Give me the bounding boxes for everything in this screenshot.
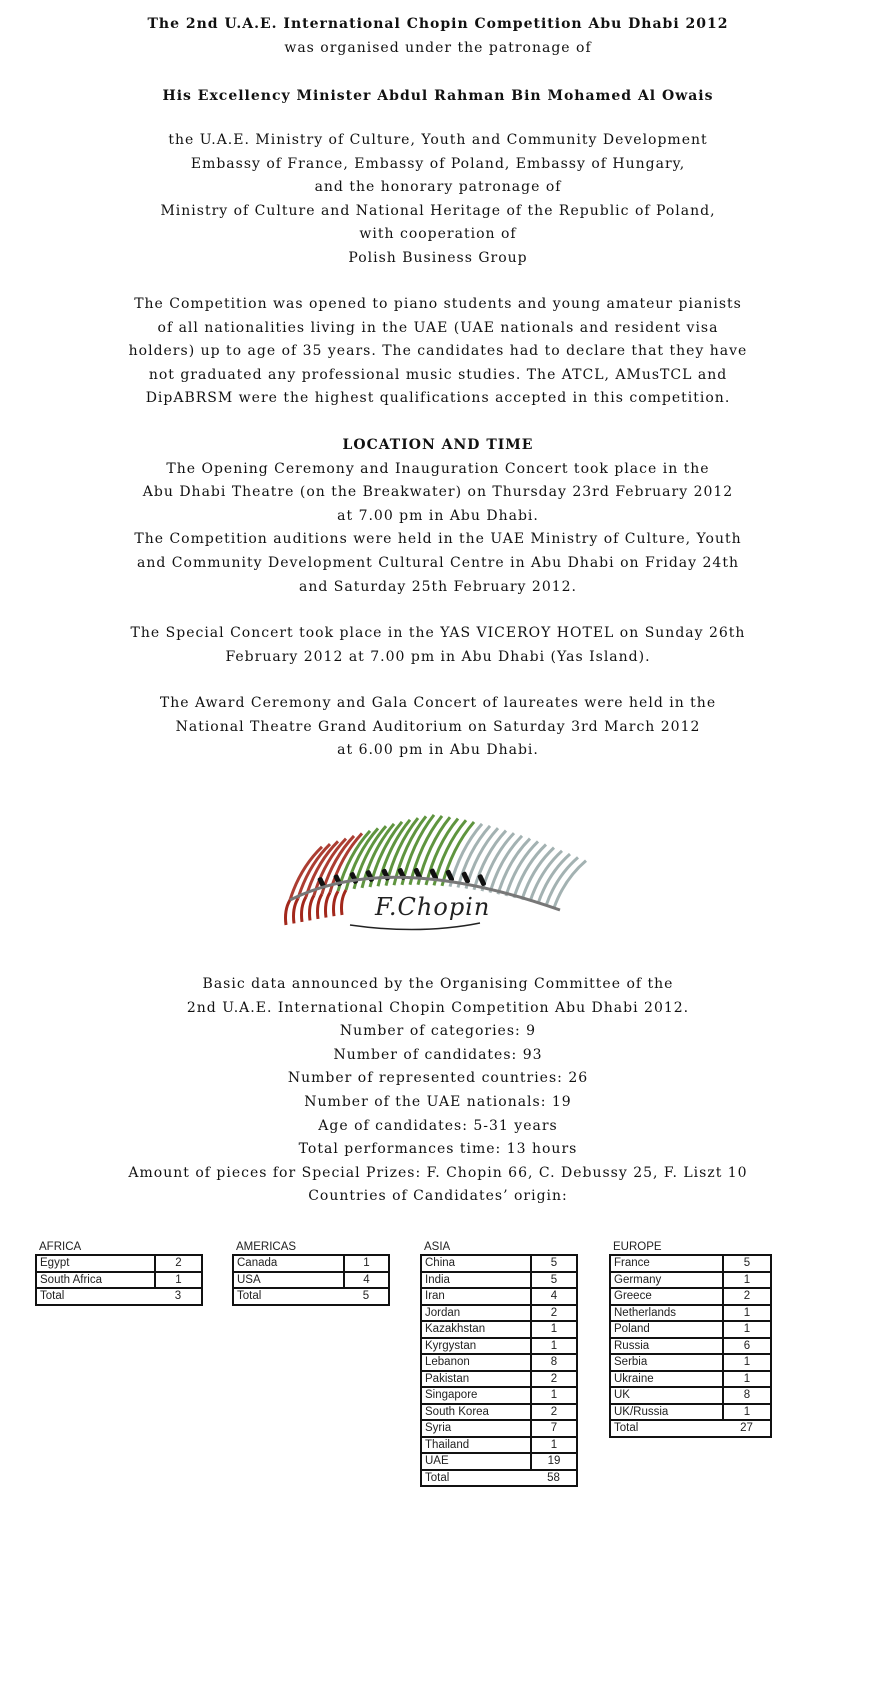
country-count: 8 [531,1354,577,1371]
total-label: Total [233,1288,344,1305]
country-count: 1 [723,1354,771,1371]
table-row [421,1255,577,1272]
country-count: 1 [344,1255,389,1272]
country-name: USA [233,1272,344,1289]
table-row [610,1338,771,1355]
text-line: The Competition auditions were held in the UAE Ministry of Culture, Youth [134,531,742,548]
country-count: 1 [723,1404,771,1421]
patron-name: His Excellency Minister Abdul Rahman Bin Mohamed Al Owais [162,88,714,104]
patron-line: Ministry of Culture and National Heritage of the Republic of Poland, [160,202,716,219]
text-line: February 2012 at 7.00 pm in Abu Dhabi (Yas Island). [225,648,651,665]
total-label: Total [36,1288,155,1305]
country-name: Kyrgystan [421,1338,531,1355]
country-count: 2 [531,1305,577,1322]
text-line: at 7.00 pm in Abu Dhabi. [337,507,539,524]
location-heading: LOCATION AND TIME [342,437,534,453]
country-count: 1 [531,1338,577,1355]
chopin-signature: F.Chopin [375,893,491,921]
country-name: India [421,1272,531,1289]
table-row [421,1272,577,1289]
country-name: Netherlands [610,1305,723,1322]
text-line: National Theatre Grand Auditorium on Saturday 3rd March 2012 [175,718,701,735]
table-row [421,1321,577,1338]
stat-age: Age of candidates: 5-31 years [318,1117,558,1134]
country-count: 1 [155,1272,202,1289]
country-name: China [421,1255,531,1272]
text-line: The Opening Ceremony and Inauguration Concert took place in the [166,460,710,477]
stat-categories: Number of categories: 9 [339,1023,537,1040]
text-line: holders) up to age of 35 years. The candidates had to declare that they have [128,343,748,360]
country-name: Canada [233,1255,344,1272]
country-table [35,1254,203,1306]
table-row [610,1288,771,1305]
total-row [233,1288,389,1305]
country-name: UK [610,1387,723,1404]
country-count: 1 [531,1387,577,1404]
table-row [421,1420,577,1437]
table-row [421,1404,577,1421]
table-row [610,1404,771,1421]
country-count: 1 [531,1437,577,1454]
region-heading: AMERICAS [236,1241,297,1253]
text-line: The Award Ceremony and Gala Concert of laureates were held in the [159,695,717,711]
text-line: at 6.00 pm in Abu Dhabi. [337,742,539,759]
intro-block [0,13,876,60]
table-row [36,1255,202,1272]
country-count: 4 [531,1288,577,1305]
country-count: 4 [344,1272,389,1289]
country-name: Germany [610,1272,723,1289]
country-count: 8 [723,1387,771,1404]
country-name: Iran [421,1288,531,1305]
award-ceremony [0,692,876,763]
table-row [421,1305,577,1322]
basic-data [0,973,876,1209]
country-name: Greece [610,1288,723,1305]
country-count: 7 [531,1420,577,1437]
country-name: Pakistan [421,1371,531,1388]
country-count: 1 [723,1272,771,1289]
region-table-asia [420,1240,578,1487]
text-line: 2nd U.A.E. International Chopin Competition Abu Dhabi 2012. [186,999,690,1016]
patron-block [0,85,876,109]
country-count: 2 [531,1371,577,1388]
text-line: DipABRSM were the highest qualifications accepted in this competition. [145,390,731,407]
country-count: 1 [723,1371,771,1388]
country-name: Egypt [36,1255,155,1272]
table-row [421,1371,577,1388]
chopin-palm-logo [270,790,610,940]
country-table [232,1254,390,1306]
country-name: South Korea [421,1404,531,1421]
patron-line: Embassy of France, Embassy of Poland, Embassy of Hungary, [190,155,686,172]
country-count: 5 [723,1255,771,1272]
stat-countries: Number of represented countries: 26 [287,1070,589,1087]
country-table [420,1254,578,1487]
text-line: Abu Dhabi Theatre (on the Breakwater) on Thursday 23rd February 2012 [142,484,734,501]
country-name: Syria [421,1420,531,1437]
patron-line: Polish Business Group [348,249,528,266]
table-row [36,1272,202,1289]
country-count: 1 [723,1321,771,1338]
country-name: Poland [610,1321,723,1338]
table-row [610,1354,771,1371]
country-count: 5 [531,1272,577,1289]
total-count: 3 [155,1288,202,1305]
country-name: Lebanon [421,1354,531,1371]
table-row [610,1255,771,1272]
text-line: not graduated any professional music studies. The ATCL, AMusTCL and [148,366,728,383]
patrons-list [0,129,876,271]
table-row [233,1272,389,1289]
region-table-africa [35,1240,203,1306]
country-name: Singapore [421,1387,531,1404]
table-row [421,1338,577,1355]
stat-pieces: Amount of pieces for Special Prizes: F. Chopin 66, C. Debussy 25, F. Liszt 10 [128,1164,748,1181]
text-line: Basic data announced by the Organising Committee of the [202,976,674,992]
table-row [610,1387,771,1404]
region-heading: ASIA [424,1241,451,1253]
stat-time: Total performances time: 13 hours [298,1141,578,1158]
text-line: The Special Concert took place in the YAS VICEROY HOTEL on Sunday 26th [130,625,746,641]
stat-candidates: Number of candidates: 93 [333,1046,543,1063]
total-row [421,1470,577,1487]
total-count: 58 [531,1470,577,1487]
country-name: Serbia [610,1354,723,1371]
table-row [421,1453,577,1470]
country-table [609,1254,772,1438]
text-line: The Competition was opened to piano students and young amateur pianists [134,296,742,312]
countries-heading: Countries of Candidates’ origin: [308,1188,568,1205]
country-name: Kazakhstan [421,1321,531,1338]
patron-line: and the honorary patronage of [314,179,562,196]
country-count: 19 [531,1453,577,1470]
total-row [610,1420,771,1437]
country-name: France [610,1255,723,1272]
country-count: 1 [723,1305,771,1322]
text-line: of all nationalities living in the UAE (UAE nationals and resident visa [157,319,719,336]
country-name: Jordan [421,1305,531,1322]
country-count: 5 [531,1255,577,1272]
table-row [610,1272,771,1289]
stat-uae-nationals: Number of the UAE nationals: 19 [304,1093,572,1110]
country-name: Thailand [421,1437,531,1454]
total-count: 27 [723,1420,771,1437]
country-count: 1 [531,1321,577,1338]
country-name: Ukraine [610,1371,723,1388]
region-table-americas [232,1240,390,1306]
country-name: UAE [421,1453,531,1470]
eligibility-paragraph [0,293,876,411]
country-count: 6 [723,1338,771,1355]
table-row [421,1387,577,1404]
country-name: UK/Russia [610,1404,723,1421]
country-name: South Africa [36,1272,155,1289]
total-label: Total [421,1470,531,1487]
country-count: 2 [723,1288,771,1305]
region-heading: EUROPE [613,1241,662,1253]
competition-title: The 2nd U.A.E. International Chopin Competition Abu Dhabi 2012 [147,16,729,32]
table-row [610,1321,771,1338]
table-row [610,1305,771,1322]
special-concert [0,622,876,669]
total-row [36,1288,202,1305]
country-count: 2 [531,1404,577,1421]
total-count: 5 [344,1288,389,1305]
text-line: and Saturday 25th February 2012. [298,578,577,595]
table-row [610,1371,771,1388]
patron-line: with cooperation of [359,226,517,243]
table-row [421,1437,577,1454]
country-count: 2 [155,1255,202,1272]
location-section [0,434,876,599]
table-row [421,1288,577,1305]
country-name: Russia [610,1338,723,1355]
table-row [421,1354,577,1371]
region-table-europe [609,1240,772,1438]
region-heading: AFRICA [39,1241,82,1253]
text-line: and Community Development Cultural Centre in Abu Dhabi on Friday 24th [137,554,739,571]
total-label: Total [610,1420,723,1437]
patron-line: the U.A.E. Ministry of Culture, Youth and Community Development [168,132,708,148]
table-row [233,1255,389,1272]
patronage-line: was organised under the patronage of [284,39,592,56]
